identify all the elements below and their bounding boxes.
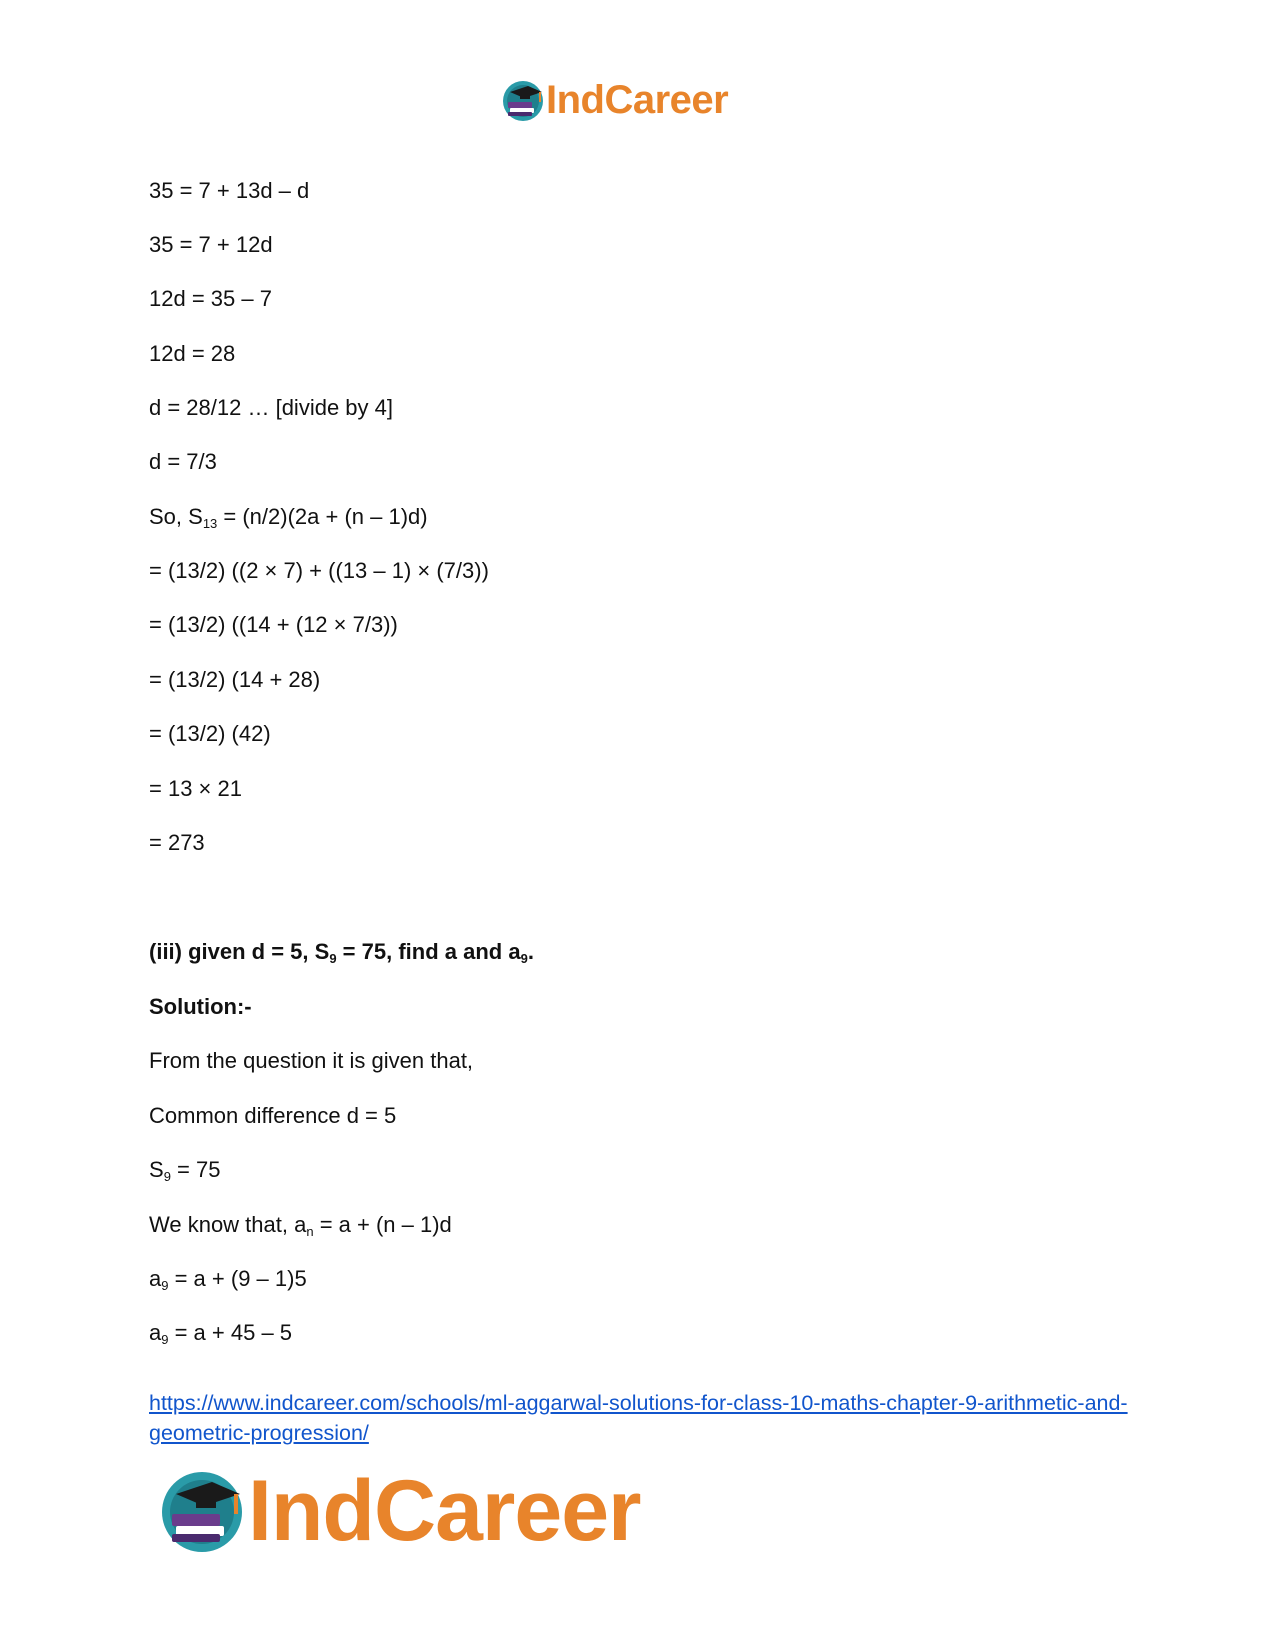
math-line: = (13/2) (42) xyxy=(149,721,271,746)
math-line: d = 7/3 xyxy=(149,449,217,474)
footer-logo xyxy=(160,1462,641,1561)
solution-line: Common difference d = 5 xyxy=(149,1103,397,1128)
header-brand-text: IndCareer xyxy=(546,78,729,122)
graduation-book-icon xyxy=(502,80,544,122)
math-line: So, $S_{13} = (n/2)(2a + (n - 1)d)$ xyxy=(149,504,428,531)
graduation-book-icon xyxy=(160,1470,244,1554)
source-link[interactable]: https://www.indcareer.com/schools/ml-aggarwal-solutions-for-class-10-maths-chapter-9-arithmetic-and-geometric-progression/ xyxy=(149,1391,1128,1445)
math-line: 35 = 7 + 13d – d xyxy=(149,178,310,203)
math-line: 12d = 28 xyxy=(149,341,236,366)
solution-line: $a_9 = a + 45 - 5$ xyxy=(149,1320,293,1347)
solution-label: Solution:- xyxy=(149,994,252,1019)
math-line: = (13/2) ((14 + (12 × 7/3)) xyxy=(149,612,398,637)
solution-line: We know that, $a_n = a + (n - 1)d$ xyxy=(149,1212,452,1239)
solution-line: From the question it is given that, xyxy=(149,1048,474,1073)
math-line: 35 = 7 + 12d xyxy=(149,232,273,257)
question-heading: (iii) given d = 5, $S_9 = 75$, find a and $a_9$. xyxy=(149,939,534,966)
math-line: = (13/2) (14 + 28) xyxy=(149,667,321,692)
header-logo xyxy=(502,78,728,123)
math-line: 12d = 35 – 7 xyxy=(149,286,272,311)
math-line: = 13 × 21 xyxy=(149,776,242,801)
footer-brand-text: IndCareer xyxy=(248,1463,641,1559)
solution-line: $S_9 = 75$ xyxy=(149,1157,221,1184)
math-line: = 273 xyxy=(149,830,205,855)
math-line: d = 28/12 … [divide by 4] xyxy=(149,395,393,420)
math-line: = (13/2) ((2 × 7) + ((13 – 1) × (7/3)) xyxy=(149,558,489,583)
solution-line: $a_9 = a + (9 - 1)5$ xyxy=(149,1266,307,1293)
